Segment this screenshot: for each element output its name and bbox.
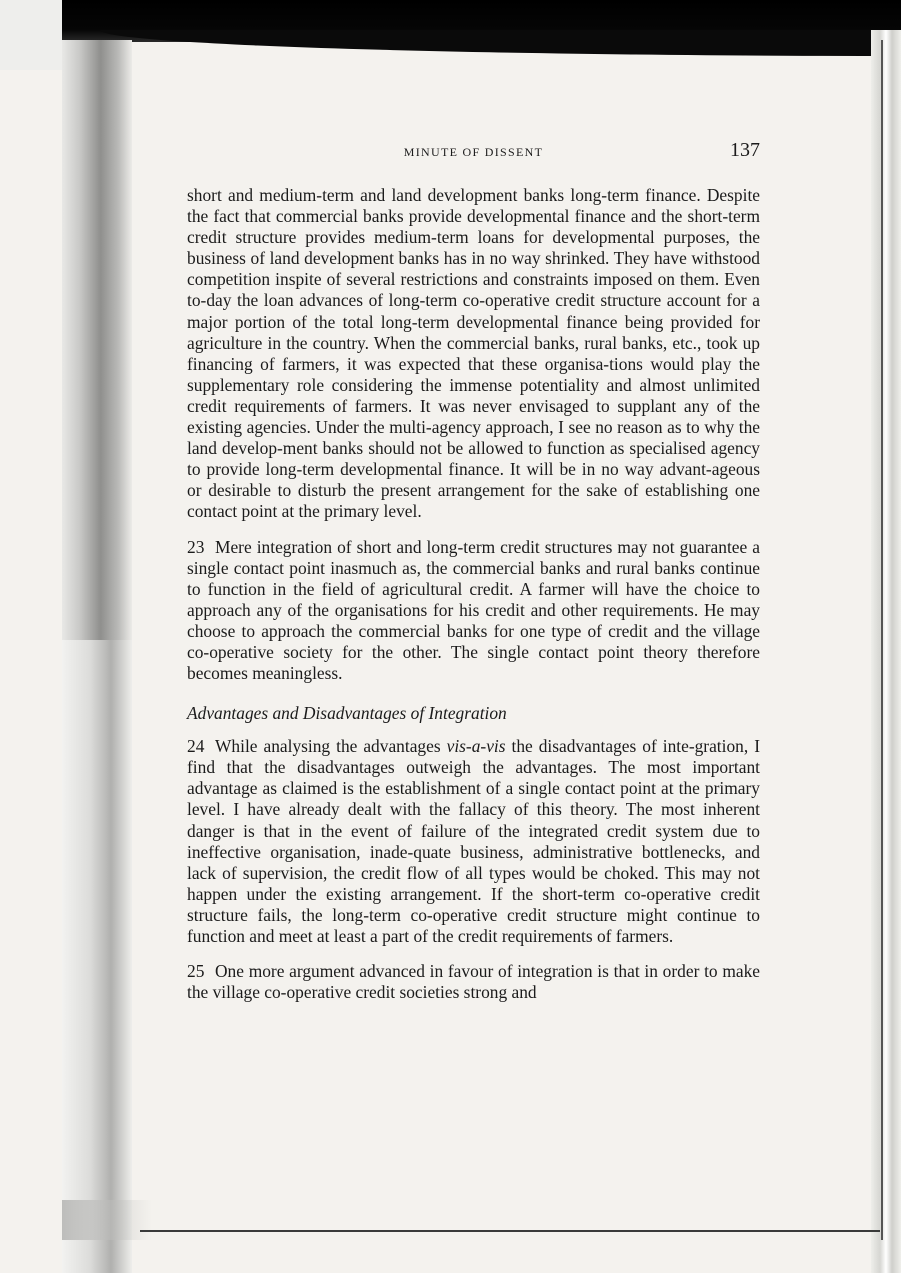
page-bottom-edge [140, 1230, 880, 1232]
page-number: 137 [730, 139, 760, 161]
body-text [187, 185, 760, 1003]
scan-bottom-shadow [62, 1200, 152, 1240]
running-head-title: MINUTE OF DISSENT [403, 145, 544, 159]
scan-page-curl [100, 30, 901, 56]
page-edge-right [871, 30, 901, 1273]
paragraph-number: 24 [187, 736, 205, 757]
paragraph-text-continued: the disadvantages of inte-gration, I find that the disadvantages outweigh the advantages. The most important advantage as claimed is the establishment of a single contact point at the primary level. I have already dealt with the fallacy of this theory. The most inherent danger is that in the event of failure of the integrated credit system due to ineffective organisation, inade-quate business, administrative bottlenecks, and lack of supervision, the credit flow of all types would be choked. This may not happen under the existing arrangement. If the short-term co-operative credit structure fails, the long-term co-operative credit structure might continue to function and meet at least a part of the credit requirements of farmers. [187, 736, 760, 946]
page-edge-line [881, 40, 883, 1240]
paragraph-text: short and medium-term and land development banks long-term finance. Despite the fact that commercial banks provide developmental finance and the short-term credit structure provides medium-term loans for developmental purposes, the business of land development banks has in no way shrinked. They have withstood competition inspite of several restrictions and constraints imposed on them. Even to-day the loan advances of long-term co-operative credit structure account for a major portion of the total long-term developmental finance being provided for agriculture in the country. When the commercial banks, rural banks, etc., took up financing of farmers, it was expected that these organisa-tions would play the supplementary role considering the immense potentiality and almost unlimited credit requirements of farmers. It was never envisaged to supplant any of the existing agencies. Under the multi-agency approach, I see no reason as to why the land develop-ment banks should not be allowed to function as specialised agency to provide long-term developmental finance. It will be in no way advant-ageous or desirable to disturb the present arrangement for the sake of establishing one contact point at the primary level. [187, 185, 760, 522]
section-heading: Advantages and Disadvantages of Integration [187, 703, 507, 724]
paragraph-text: Mere integration of short and long-term credit structures may not guarantee a single contact point inasmuch as, the commercial banks and rural banks continue to function in the field of agricultural credit. A farmer will have the choice to approach any of the organisations for his credit and other requirements. He may choose to approach the commercial banks for one type of credit and the village co-operative society for the other. The single contact point theory therefore becomes meaningless. [187, 536, 760, 684]
scan-corner [0, 0, 62, 70]
paragraph-emphasis: vis-a-vis [446, 736, 506, 757]
paragraph-text: While analysing the advantages [215, 736, 447, 757]
paragraph-text: One more argument advanced in favour of integration is that in order to make the village co-operative credit societies strong and [187, 961, 760, 1003]
paragraph-23 [187, 537, 760, 685]
running-head [187, 139, 760, 169]
paragraph-25 [187, 961, 760, 1003]
paragraph-24 [187, 736, 760, 947]
book-page [187, 139, 760, 1003]
paragraph-number: 25 [187, 961, 205, 982]
paragraph-continued [187, 185, 760, 523]
book-gutter-shadow-lower [62, 640, 132, 1273]
paragraph-number: 23 [187, 536, 205, 557]
